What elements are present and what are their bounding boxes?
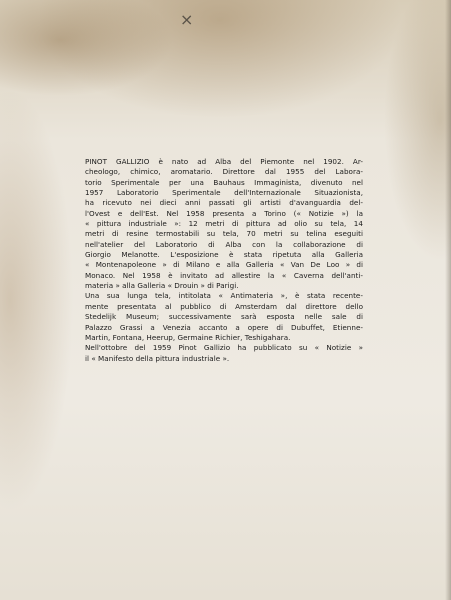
text-line: mente presentata al pubblico di Amsterdam dal direttore dello [85,301,363,311]
text-line: materia » alla Galleria « Drouin » di Parigi. [85,281,239,291]
text-line: metri di resine termostabili su tela, 70 metri su telina eseguiti [85,229,363,239]
text-line: l'Ovest e dell'Est. Nel 1958 presenta a Torino (« Notizie ») la [85,208,363,218]
text-line: Monaco. Nel 1958 è invitato ad allestire la « Caverna dell'anti- [85,270,363,280]
text-line: Nell'ottobre del 1959 Pinot Gallizio ha pubblicato su « Notizie » [85,343,363,353]
text-line: « pittura industriale »: 12 metri di pittura ad olio su tela, 14 [85,219,363,229]
handwritten-x-mark: × [180,10,194,29]
text-line: Palazzo Grassi a Venezia accanto a opere di Dubuffet, Etienne- [85,322,363,332]
text-line: Giorgio Melanotte. L'esposizione è stata ripetuta alla Galleria [85,250,363,260]
text-line: torio Sperimentale per una Bauhaus Immaginista, divenuto nel [85,177,363,187]
text-line: il « Manifesto della pittura industriale ». [85,353,230,363]
text-line: Stedelijk Museum; successivamente sarà esposta nelle sale di [85,312,363,322]
text-line: 1957 Laboratorio Sperimentale dell'Internazionale Situazionista, [85,188,363,198]
page-edge [445,0,451,600]
text-line: « Montenapoleone » di Milano e alla Galleria « Van De Loo » di [85,260,363,270]
text-line: Martin, Fontana, Heerup, Germaine Richier, Teshigahara. [85,332,291,342]
biography-text [85,157,363,364]
text-line: PINOT GALLIZIO è nato ad Alba del Piemonte nel 1902. Ar- [85,157,363,166]
text-line: cheologo, chimico, aromatario. Direttore dal 1955 del Labora- [85,167,363,177]
text-line: ha ricevuto nei dieci anni passati gli artisti d'avanguardia del- [85,198,363,208]
text-line: nell'atelier del Laboratorio di Alba con la collaborazione di [85,239,363,249]
text-line: Una sua lunga tela, intitolata « Antimateria », è stata recente- [85,291,363,301]
